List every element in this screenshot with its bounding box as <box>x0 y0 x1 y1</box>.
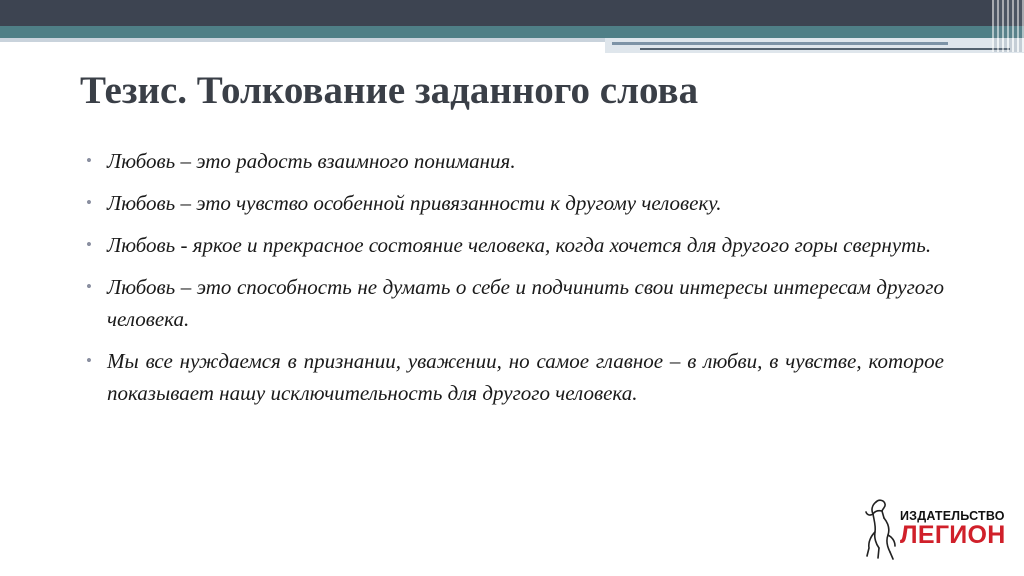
bullet-text: Любовь - яркое и прекрасное состояние человека, когда хочется для другого горы свернуть. <box>107 233 932 257</box>
header-stripes <box>992 0 1024 52</box>
rearing-horse-icon <box>862 496 898 562</box>
logo-brand-name: ЛЕГИОН <box>900 521 1006 549</box>
header-accent-line-secondary <box>640 48 1010 50</box>
bullet-marker: • <box>86 193 92 212</box>
bullet-text: Любовь – это радость взаимного понимания. <box>107 149 516 173</box>
publisher-logo <box>862 496 1012 562</box>
header-band-dark <box>0 0 1024 26</box>
bullet-marker: • <box>86 235 92 254</box>
bullet-item <box>86 145 944 177</box>
bullet-text: Любовь – это чувство особенной привязанности к другому человеку. <box>107 191 722 215</box>
bullet-item <box>86 187 944 219</box>
slide-title: Тезис. Толкование заданного слова <box>80 69 699 112</box>
bullet-text: Любовь – это способность не думать о себе и подчинить свои интересы интересам другого человека. <box>107 275 944 331</box>
bullet-marker: • <box>86 351 92 370</box>
bullet-marker: • <box>86 277 92 296</box>
header-accent-line <box>612 42 948 45</box>
bullet-item <box>86 345 944 409</box>
header-band-step <box>605 38 1024 53</box>
header-band-light <box>0 38 605 42</box>
bullet-item <box>86 229 944 261</box>
bullet-item <box>86 271 944 335</box>
header-band-teal <box>0 26 1024 38</box>
logo-publisher-label: ИЗДАТЕЛЬСТВО <box>900 509 1005 523</box>
bullet-list <box>86 145 944 419</box>
bullet-text: Мы все нуждаемся в признании, уважении, но самое главное – в любви, в чувстве, которое показывает нашу исключительность для другого человека. <box>107 349 944 405</box>
bullet-marker: • <box>86 151 92 170</box>
